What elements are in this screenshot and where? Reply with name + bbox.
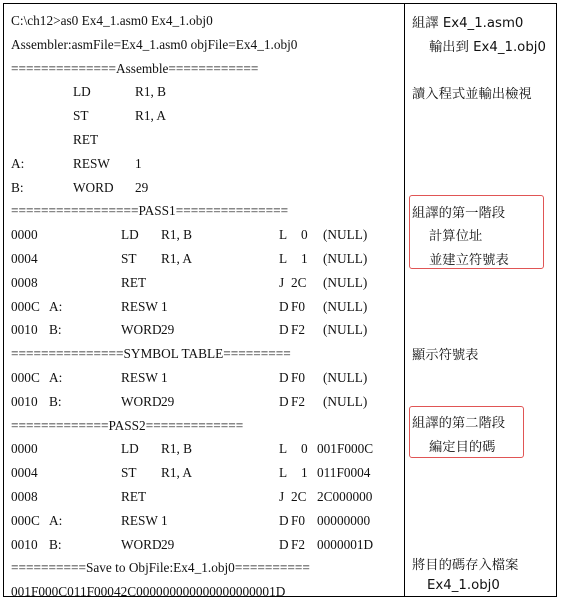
pass2-row: 000C A: RESW 1 D F0 00000000 xyxy=(11,512,371,528)
symbol-table-banner: ===============SYMBOL TABLE========= xyxy=(11,346,291,362)
pass2-banner: =============PASS2============= xyxy=(11,417,244,433)
note-pass2-objcode: 編定目的碼 xyxy=(429,440,496,455)
pass1-row: 000C A: RESW 1 D F0 (NULL) xyxy=(11,298,368,314)
pass2-row: 0008 RET J 2C 2C000000 xyxy=(11,488,373,504)
pass1-row: 0000 LD R1, B L 0 (NULL) xyxy=(11,227,368,243)
pass2-row: 0000 LD R1, B L 0 001F000C xyxy=(11,441,374,457)
note-save-file: Ex4_1.obj0 xyxy=(427,578,500,593)
assemble-banner: ==============Assemble============ xyxy=(11,60,259,76)
pass2-row: 0010 B: WORD 29 D F2 0000001D xyxy=(11,536,374,552)
note-save: 將目的碼存入檔案 xyxy=(412,558,519,573)
note-symtab: 顯示符號表 xyxy=(412,348,479,363)
pass1-row: 0008 RET J 2C (NULL) xyxy=(11,274,368,290)
note-pass1-address: 計算位址 xyxy=(429,229,483,244)
figure-frame xyxy=(3,3,557,600)
source-line: ST R1, A xyxy=(73,108,167,124)
save-banner: ==========Save to ObjFile:Ex4_1.obj0========== xyxy=(11,560,310,576)
pass1-banner: =================PASS1=============== xyxy=(11,203,289,219)
note-read: 讀入程式並輸出檢視 xyxy=(412,87,532,102)
symbol-row: 0010 B: WORD 29 D F2 (NULL) xyxy=(11,393,368,409)
source-line: LD R1, B xyxy=(73,84,167,100)
assembler-line: Assembler:asmFile=Ex4_1.asm0 objFile=Ex4_1.obj0 xyxy=(11,36,298,52)
source-line: RET xyxy=(73,131,99,147)
pass1-row: 0010 B: WORD 29 D F2 (NULL) xyxy=(11,322,368,338)
column-divider xyxy=(404,4,405,596)
note-assemble: 組譯 Ex4_1.asm0 xyxy=(412,16,524,31)
console-output xyxy=(11,9,401,604)
pass1-row: 0004 ST R1, A L 1 (NULL) xyxy=(11,250,368,266)
source-line: B: WORD 29 xyxy=(11,179,149,195)
object-code-line: 001F000C011F00042C000000000000000000001D xyxy=(11,584,286,600)
pass2-row: 0004 ST R1, A L 1 011F0004 xyxy=(11,465,371,481)
note-pass2: 組譯的第二階段 xyxy=(412,416,506,431)
note-pass1: 組譯的第一階段 xyxy=(412,206,506,221)
source-line: A: RESW 1 xyxy=(11,155,142,171)
note-pass1-symtab: 並建立符號表 xyxy=(429,253,509,268)
symbol-row: 000C A: RESW 1 D F0 (NULL) xyxy=(11,369,368,385)
note-output: 輸出到 Ex4_1.obj0 xyxy=(429,40,546,55)
command-line: C:\ch12>as0 Ex4_1.asm0 Ex4_1.obj0 xyxy=(11,13,213,28)
